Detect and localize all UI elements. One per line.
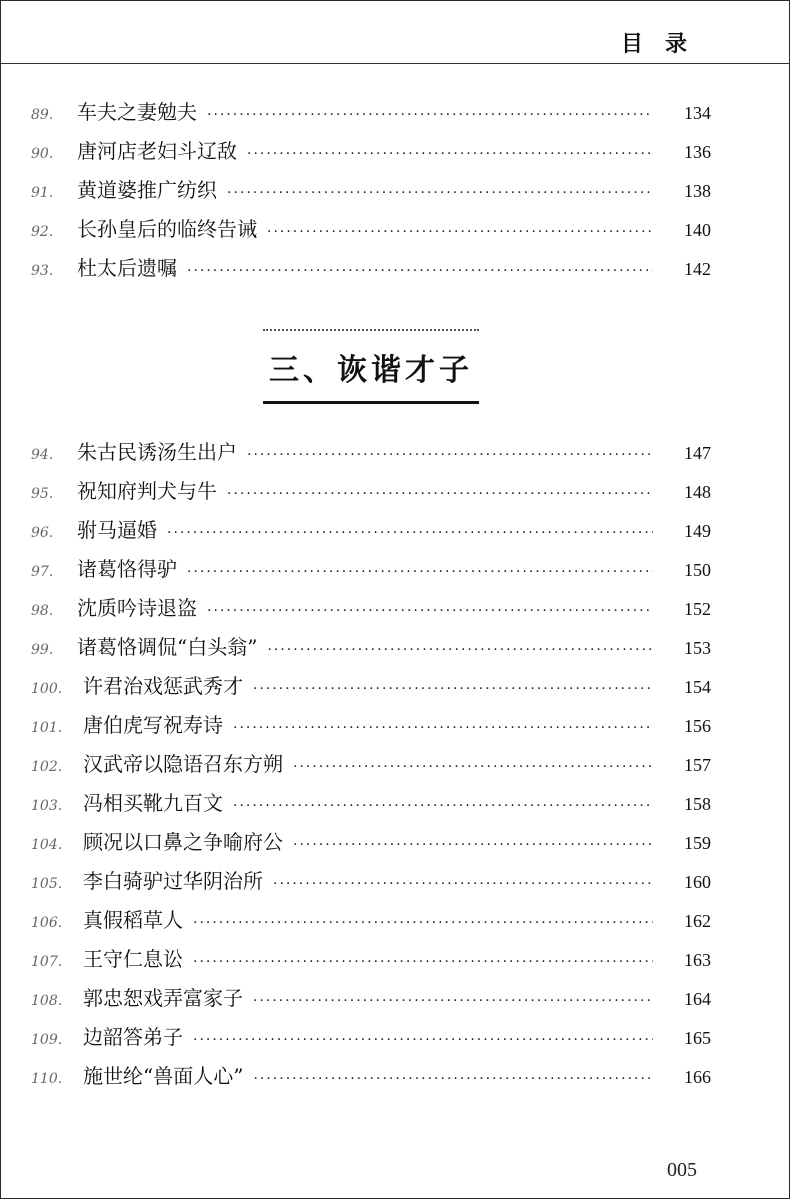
toc-list-top xyxy=(31,96,711,291)
entry-page-number: 154 xyxy=(684,677,711,697)
entry-title: 王守仁息讼 xyxy=(83,947,183,971)
entry-title: 长孙皇后的临终告诫 xyxy=(77,217,257,241)
toc-entry[interactable] xyxy=(31,982,711,1021)
entry-title: 唐伯虎写祝寿诗 xyxy=(83,713,223,737)
entry-number: 96. xyxy=(31,525,54,541)
entry-page-number: 148 xyxy=(684,482,711,502)
section-heading: 三、诙谐才子 xyxy=(263,345,479,404)
toc-entry[interactable] xyxy=(31,1021,711,1060)
entry-number: 90. xyxy=(31,146,54,162)
entry-page-number: 134 xyxy=(684,103,711,123)
entry-title: 车夫之妻勉夫 xyxy=(77,100,197,124)
dot-leader xyxy=(293,759,653,775)
entry-number: 92. xyxy=(31,224,54,240)
entry-number: 101. xyxy=(31,720,63,736)
entry-number: 94. xyxy=(31,447,54,463)
entry-title: 驸马逼婚 xyxy=(77,518,157,542)
entry-number: 102. xyxy=(31,759,63,775)
toc-entry[interactable] xyxy=(31,1060,711,1099)
toc-entry[interactable] xyxy=(31,252,711,291)
entry-number: 91. xyxy=(31,185,54,201)
toc-entry[interactable] xyxy=(31,135,711,174)
entry-title: 祝知府判犬与牛 xyxy=(77,479,217,503)
entry-page-number: 165 xyxy=(684,1028,711,1048)
entry-title: 顾况以口鼻之争喻府公 xyxy=(83,830,283,854)
entry-title: 边韶答弟子 xyxy=(83,1025,183,1049)
entry-number: 103. xyxy=(31,798,63,814)
toc-entry[interactable] xyxy=(31,514,711,553)
entry-page-number: 140 xyxy=(684,220,711,240)
toc-entry[interactable] xyxy=(31,787,711,826)
entry-number: 93. xyxy=(31,263,54,279)
dot-leader xyxy=(227,185,653,201)
toc-entry[interactable] xyxy=(31,592,711,631)
toc-entry[interactable] xyxy=(31,826,711,865)
entry-title: 唐河店老妇斗辽敌 xyxy=(77,139,237,163)
entry-number: 110. xyxy=(31,1071,63,1087)
dot-leader xyxy=(247,146,653,162)
entry-number: 97. xyxy=(31,564,54,580)
entry-number: 98. xyxy=(31,603,54,619)
entry-title: 沈质吟诗退盗 xyxy=(77,596,197,620)
dot-leader xyxy=(253,1071,653,1087)
section-header xyxy=(263,329,479,404)
entry-number: 106. xyxy=(31,915,63,931)
toc-entry[interactable] xyxy=(31,213,711,252)
entry-title: 郭忠恕戏弄富家子 xyxy=(83,986,243,1010)
entry-number: 107. xyxy=(31,954,63,970)
toc-entry[interactable] xyxy=(31,631,711,670)
entry-title: 黄道婆推广纺织 xyxy=(77,178,217,202)
entry-title: 诸葛恪得驴 xyxy=(77,557,177,581)
dot-leader xyxy=(227,486,653,502)
entry-number: 108. xyxy=(31,993,63,1009)
dot-leader xyxy=(207,603,653,619)
entry-title: 汉武帝以隐语召东方朔 xyxy=(83,752,283,776)
toc-entry[interactable] xyxy=(31,943,711,982)
dot-leader xyxy=(253,681,653,697)
toc-entry[interactable] xyxy=(31,436,711,475)
entry-number: 100. xyxy=(31,681,63,697)
toc-entry[interactable] xyxy=(31,475,711,514)
dot-leader xyxy=(187,564,653,580)
toc-entry[interactable] xyxy=(31,96,711,135)
entry-title: 许君治戏惩武秀才 xyxy=(83,674,243,698)
toc-entry[interactable] xyxy=(31,670,711,709)
dot-leader xyxy=(267,642,653,658)
entry-page-number: 158 xyxy=(684,794,711,814)
entry-page-number: 147 xyxy=(684,443,711,463)
toc-entry[interactable] xyxy=(31,904,711,943)
toc-entry[interactable] xyxy=(31,865,711,904)
dot-leader xyxy=(247,447,653,463)
dot-leader xyxy=(233,798,653,814)
entry-title: 真假稻草人 xyxy=(83,908,183,932)
entry-number: 95. xyxy=(31,486,54,502)
entry-page-number: 150 xyxy=(684,560,711,580)
entry-title: 朱古民诱汤生出户 xyxy=(77,440,237,464)
entry-page-number: 142 xyxy=(684,259,711,279)
entry-number: 109. xyxy=(31,1032,63,1048)
dot-leader xyxy=(267,224,653,240)
toc-list-bottom xyxy=(31,436,711,1099)
section-dotted-rule xyxy=(263,329,479,331)
entry-page-number: 164 xyxy=(684,989,711,1009)
dot-leader xyxy=(193,1032,653,1048)
entry-page-number: 153 xyxy=(684,638,711,658)
dot-leader xyxy=(193,915,653,931)
dot-leader xyxy=(167,525,653,541)
dot-leader xyxy=(273,876,653,892)
entry-page-number: 152 xyxy=(684,599,711,619)
dot-leader xyxy=(233,720,653,736)
entry-title: 冯相买靴九百文 xyxy=(83,791,223,815)
dot-leader xyxy=(253,993,653,1009)
dot-leader xyxy=(207,107,653,123)
toc-entry[interactable] xyxy=(31,174,711,213)
entry-title: 施世纶“兽面人心” xyxy=(83,1064,244,1088)
toc-entry[interactable] xyxy=(31,553,711,592)
entry-page-number: 149 xyxy=(684,521,711,541)
dot-leader xyxy=(193,954,653,970)
entry-number: 104. xyxy=(31,837,63,853)
entry-page-number: 162 xyxy=(684,911,711,931)
entry-number: 89. xyxy=(31,107,54,123)
entry-number: 105. xyxy=(31,876,63,892)
entry-page-number: 163 xyxy=(684,950,711,970)
header-title: 目录 xyxy=(621,32,710,57)
page-folio: 005 xyxy=(667,1159,697,1181)
entry-page-number: 166 xyxy=(684,1067,711,1087)
entry-title: 李白骑驴过华阴治所 xyxy=(83,869,263,893)
toc-entry[interactable] xyxy=(31,709,711,748)
entry-title: 诸葛恪调侃“白头翁” xyxy=(77,635,258,659)
entry-page-number: 157 xyxy=(684,755,711,775)
header-divider xyxy=(1,63,789,64)
entry-page-number: 156 xyxy=(684,716,711,736)
toc-entry[interactable] xyxy=(31,748,711,787)
entry-page-number: 159 xyxy=(684,833,711,853)
entry-page-number: 136 xyxy=(684,142,711,162)
dot-leader xyxy=(187,263,653,279)
entry-title: 杜太后遗嘱 xyxy=(77,256,177,280)
entry-number: 99. xyxy=(31,642,54,658)
entry-page-number: 138 xyxy=(684,181,711,201)
dot-leader xyxy=(293,837,653,853)
entry-page-number: 160 xyxy=(684,872,711,892)
